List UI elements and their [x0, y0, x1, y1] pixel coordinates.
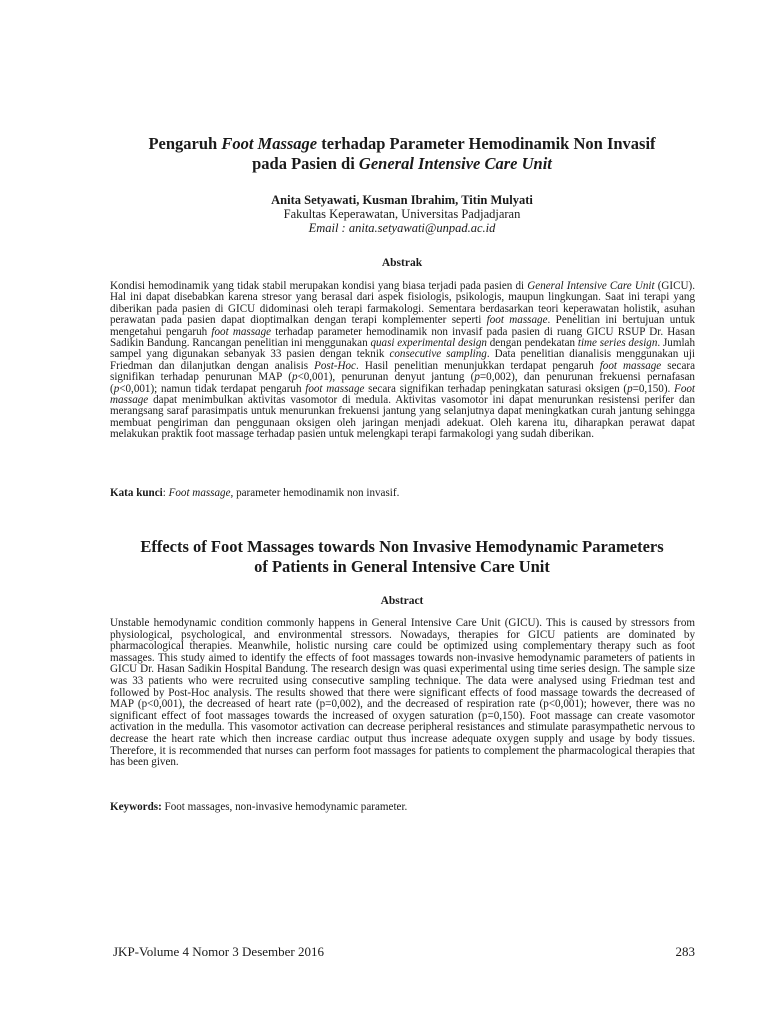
title-en-line-1: Effects of Foot Massages towards Non Invasive Hemodynamic Parameters [140, 537, 664, 556]
page-number: 283 [675, 944, 695, 959]
abstrak-heading: Abstrak [381, 257, 423, 269]
keywords: Keywords: Foot massages, non-invasive hemodynamic parameter. [110, 801, 408, 813]
keywords-label: Keywords: [110, 801, 162, 813]
title-english [100, 537, 704, 577]
abstract-text: Unstable hemodynamic condition commonly happens in General Intensive Care Unit (GICU). This is caused by stressors from physiological, psychological, and environmental stressors. Nowadays, therapies for GICU patients are dominated by pharmacological therapies. Meanwhile, holistic nursing care could be optimized using complementary therapy such as foot massages. This study aimed to identify the effects of foot massages towards non-invasive hemodynamic parameters of patients in GICU Dr. Hasan Sadikin Hospital Bandung. The research design was quasi experimental using time series design. The sample size was 33 patients who were recruited using consecutive sampling technique. The data were analysed using Friedman test and followed by Post-Hoc analysis. The results showed that there were significant effects of food massage towards the decreased of MAP (p<0,001), the decreased of heart rate (p=0,002), and the decreased of respiration rate (p<0,001); however, there was no significant effect of foot massages towards the increased of oxygen saturation (p=0,150). Foot massage can create vasomotor activation in the medulla. This vasomotor activation can decrease peripheral resistances and stimulate parasympathetic nervous to decrease the heart rate which then increase cardiac output thus increase adequate oxygen supply and usage by body tissues. Therefore, it is recommended that nurses can perform foot massages for patients to complement the pharmacological therapies that has been given. [110, 617, 695, 769]
affiliation: Fakultas Keperawatan, Universitas Padjadjaran [283, 207, 521, 221]
abstract-heading: Abstract [380, 595, 424, 607]
title-line-1: Pengaruh Foot Massage terhadap Parameter Hemodinamik Non Invasif [148, 134, 656, 153]
author-names: Anita Setyawati, Kusman Ibrahim, Titin Mulyati [271, 193, 533, 207]
title-line-2: pada Pasien di General Intensive Care Unit [252, 154, 552, 173]
journal-info: JKP-Volume 4 Nomor 3 Desember 2016 [113, 944, 324, 959]
kata-kunci-label: Kata kunci [110, 487, 163, 499]
title-indonesian [100, 134, 704, 174]
abstrak-text: Kondisi hemodinamik yang tidak stabil merupakan kondisi yang biasa terjadi pada pasien di General Intensive Care Unit (GICU). Hal ini dapat disebabkan karena stresor yang berasal dari aspek fisiologis, psikologis, maupun lingkungan. Saat ini terapi yang diberikan pada pasien di GICU didominasi oleh terapi farmakologi. Sementara berdasarkan teori keperawatan holistik, asuhan perawatan pada pasien dapat dioptimalkan dengan terapi komplementer seperti foot massage. Penelitian ini bertujuan untuk mengetahui pengaruh foot massage terhadap parameter hemodinamik non invasif pada pasien di ruang GICU RSUP Dr. Hasan Sadikin Bandung. Rancangan penelitian ini menggunakan quasi experimental design dengan pendekatan time series design. Jumlah sampel yang digunakan sebanyak 33 pasien dengan teknik consecutive sampling. Data penelitian dianalisis menggunakan uji Friedman dan dilanjutkan dengan analisis Post-Hoc. Hasil penelitian menunjukkan terdapat pengaruh foot massage secara signifikan terhadap penurunan MAP (p<0,001), penurunan denyut jantung (p=0,002), dan penurunan frekuensi pernafasan (p<0,001); namun tidak terdapat pengaruh foot massage secara signifikan terhadap peningkatan saturasi oksigen (p=0,150). Foot massage dapat menimbulkan aktivitas vasomotor di medula. Aktivitas vasomotor ini dapat menurunkan resistensi perifer dan merangsang saraf parasimpatis untuk menurunkan frekuensi jantung yang selanjutnya dapat meningkatkan curah jantung sehingga membuat pengiriman dan penggunaan oksigen oleh jaringan menjadi adekuat. Oleh karena itu, diharapkan perawat dapat melakukan praktik foot massage terhadap pasien untuk melengkapi terapi farmakologi yang sudah diberikan. [110, 280, 696, 441]
author-email: Email : anita.setyawati@unpad.ac.id [308, 221, 496, 235]
author-block [100, 193, 704, 235]
kata-kunci: Kata kunci: Foot massage, parameter hemodinamik non invasif. [110, 487, 400, 499]
title-en-line-2: of Patients in General Intensive Care Unit [254, 557, 550, 576]
